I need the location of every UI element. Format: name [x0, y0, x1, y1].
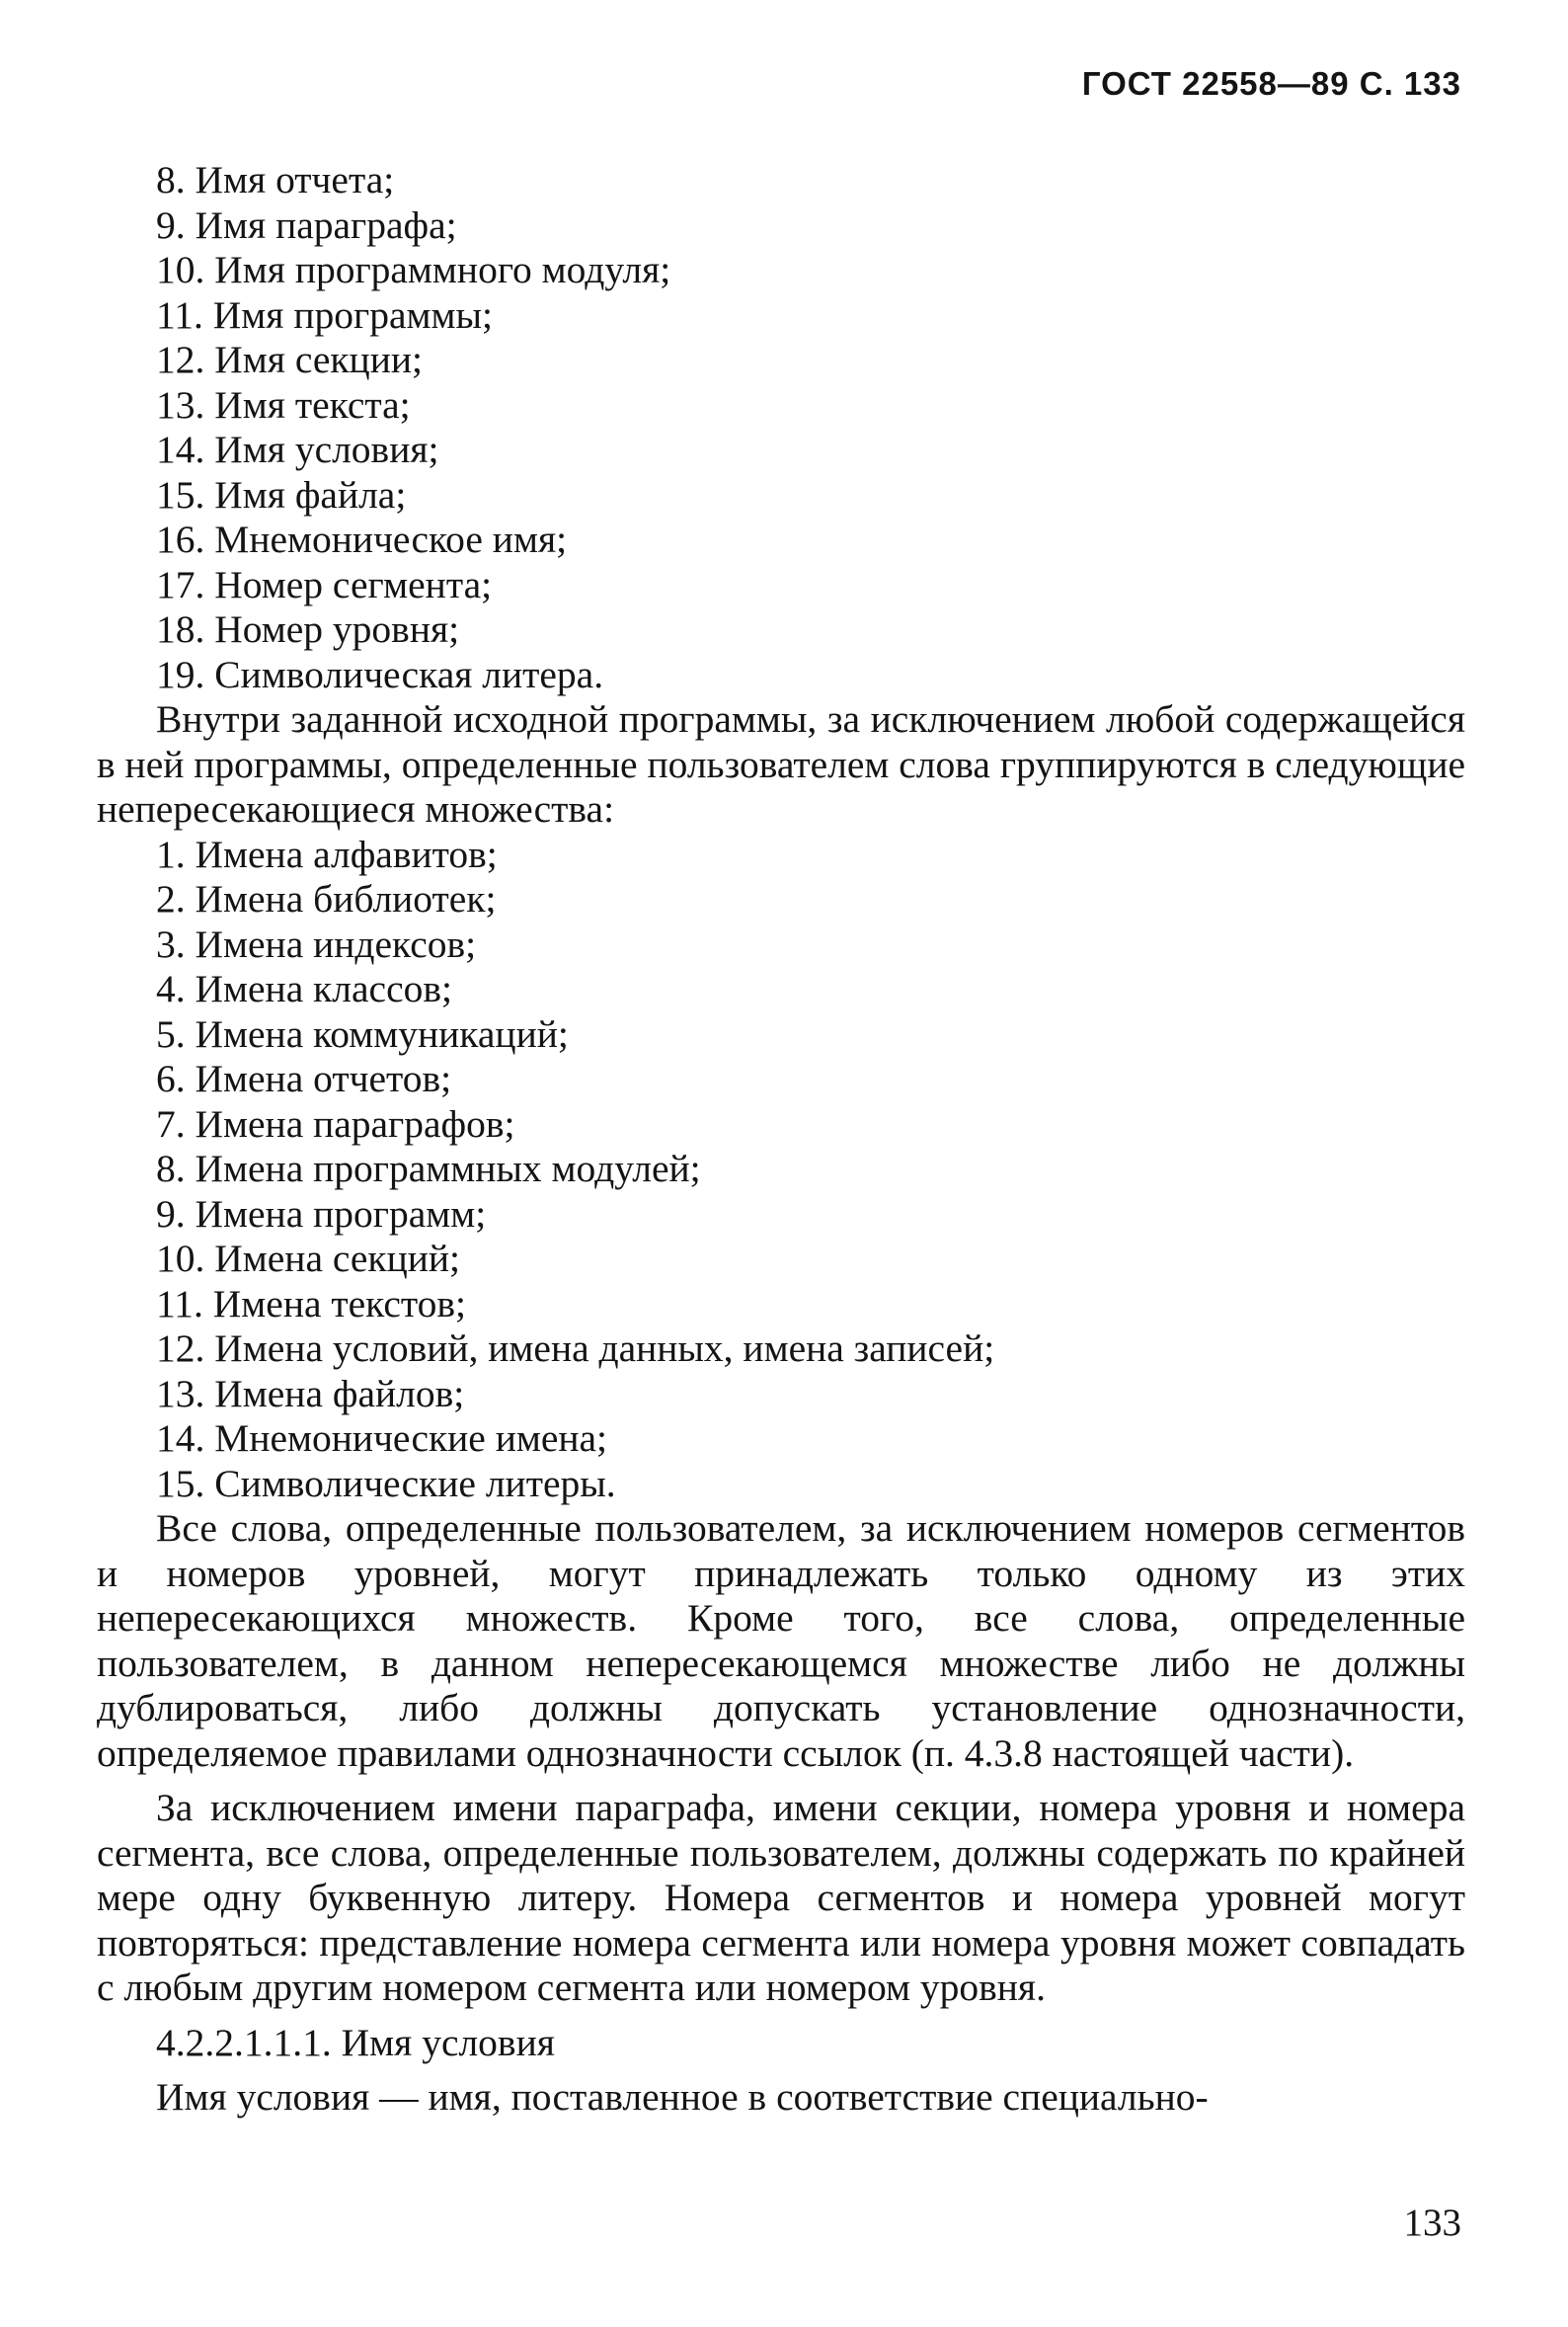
list-item: 6. Имена отчетов; [156, 1057, 452, 1100]
list-item: 14. Имя условия; [156, 428, 439, 471]
list-item: 5. Имена коммуникаций; [156, 1011, 569, 1056]
list-item: 15. Имя файла; [156, 472, 407, 517]
list-item: 12. Имена условий, имена данных, имена записей; [156, 1326, 995, 1370]
list-item: 1. Имена алфавитов; [156, 832, 498, 876]
list-item: 2. Имена библиотек; [156, 877, 497, 921]
paragraph-condition-name: Имя условия — имя, поставленное в соответствие специально- [156, 2075, 1209, 2119]
list-item: 17. Номер сегмента; [156, 562, 493, 606]
list-item: 18. Номер уровня; [156, 607, 460, 651]
page-number: 133 [1403, 2202, 1461, 2244]
paragraph-alphabetic-requirement: За исключением имени параграфа, имени секции, номера уровня и номера сегмента, все слова, определенные пользователем, должны содержать по крайней мере одну буквенную литеру. Номера сегментов и номера уровней могут повторяться: представление номера сегмента или номера уровня может совпадать с любым другим номером сегмента или номером уровня. [97, 1786, 1465, 2009]
list-item: 13. Имя текста; [156, 382, 411, 427]
list-item: 11. Имена текстов; [156, 1281, 467, 1325]
list-item: 3. Имена индексов; [156, 922, 477, 966]
paragraph-disjoint-sets: Внутри заданной исходной программы, за исключением любой содержащейся в ней программы, определенные пользователем слова группируются в следующие непересекающиеся множества: [97, 697, 1465, 831]
list-item: 16. Мнемоническое имя; [156, 518, 568, 561]
list-item: 11. Имя программы; [156, 292, 493, 337]
word-types-list [97, 158, 1465, 697]
list-item: 9. Имя параграфа; [156, 202, 457, 247]
section-heading: 4.2.2.1.1.1. Имя условия [156, 2020, 555, 2064]
list-item: 12. Имя секции; [156, 338, 423, 381]
list-item: 13. Имена файлов; [156, 1371, 465, 1415]
list-item: 9. Имена программ; [156, 1191, 487, 1236]
running-header: ГОСТ 22558—89 С. 133 [1081, 65, 1461, 102]
list-item: 14. Мнемонические имена; [156, 1416, 608, 1460]
list-item: 7. Имена параграфов; [156, 1101, 515, 1146]
list-item: 10. Имена секций; [156, 1237, 460, 1280]
list-item: 4. Имена классов; [156, 967, 452, 1010]
list-item: 8. Имя отчета; [156, 158, 395, 201]
list-item: 8. Имена программных модулей; [156, 1147, 701, 1190]
list-item: 15. Символические литеры. [156, 1461, 616, 1505]
paragraph-uniqueness: Все слова, определенные пользователем, за исключением номеров сегментов и номеров уровней, могут принадлежать только одному из этих непересекающихся множеств. Кроме того, все слова, определенные пользователем, в данном непересекающемся множестве либо не должны дублироваться, либо должны допускать установление однозначности, определяемое правилами однозначности ссылок (п. 4.3.8 настоящей части). [97, 1506, 1465, 1775]
list-item: 10. Имя программного модуля; [156, 248, 671, 291]
disjoint-sets-list [97, 833, 1465, 1507]
page-body [97, 158, 1465, 2121]
list-item: 19. Символическая литера. [156, 652, 604, 696]
